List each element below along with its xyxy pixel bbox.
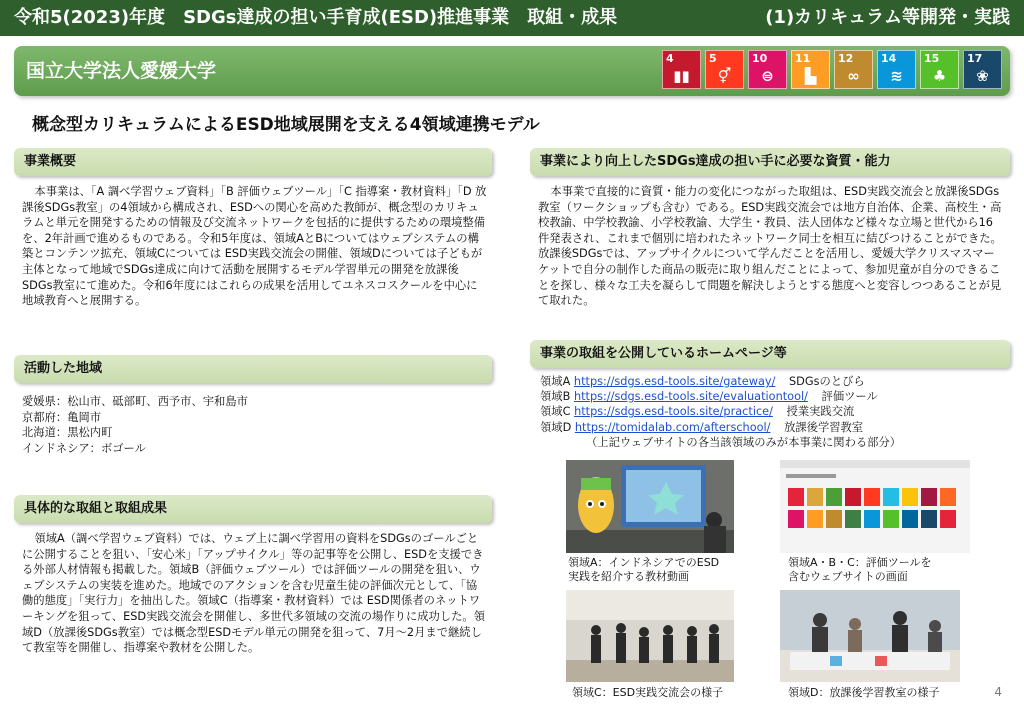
- website-sdg-tile: [826, 510, 842, 528]
- link-description: 放課後学習教室: [784, 420, 864, 434]
- area-label: 領域C: [540, 405, 571, 419]
- photo-caption: 領域C：ESD実践交流会の様子: [572, 686, 724, 699]
- sdg-icon-list: [662, 50, 1002, 89]
- caption-line: 含むウェブサイトの画面: [788, 570, 908, 583]
- homepage-link-list: [540, 374, 1002, 450]
- website-sdg-tile: [826, 488, 842, 506]
- homepage-link-row: [540, 389, 1002, 404]
- photo-caption: [568, 556, 738, 584]
- region-item: 北海道：黒松内町: [22, 426, 113, 440]
- photo-caption: 領域D：放課後学習教室の様子: [788, 686, 940, 699]
- website-sdg-tile: [788, 488, 804, 506]
- section-heading-overview: 事業概要: [14, 148, 492, 176]
- sdg-goal-15-icon: [920, 50, 959, 89]
- sdg-goal-number: 11: [795, 52, 811, 65]
- sdg-goal-number: 4: [666, 52, 674, 65]
- caption-line: 領域A：インドネシアでのESD: [568, 556, 720, 569]
- sdg-goal-5-icon: [705, 50, 744, 89]
- sdg-goal-glyph: ▮▮: [673, 67, 690, 85]
- sdg-goal-glyph: ⚥: [717, 67, 732, 85]
- website-sdg-tile: [807, 488, 823, 506]
- sdg-goal-12-icon: [834, 50, 873, 89]
- sdg-goal-17-icon: [963, 50, 1002, 89]
- photo-esd-exchange: [566, 590, 734, 682]
- homepage-note: （上記ウェブサイトの各当該領域のみが本事業に関わる部分）: [586, 435, 902, 449]
- region-item: インドネシア：ボゴール: [22, 441, 146, 455]
- area-label: 領域A: [540, 375, 571, 388]
- homepage-link-row: [540, 374, 1002, 389]
- homepage-link-row: [540, 404, 1002, 419]
- sdg-goal-number: 14: [881, 52, 897, 65]
- sdg-goal-10-icon: [748, 50, 787, 89]
- sdg-goal-glyph: ⊜: [761, 67, 774, 85]
- evaluationtool-link[interactable]: https://sdgs.esd-tools.site/evaluationtool/: [573, 390, 808, 404]
- sdg-goal-number: 10: [752, 52, 768, 65]
- sdg-goal-glyph: ∞: [847, 67, 860, 85]
- sdg-goal-number: 12: [838, 52, 854, 65]
- section-heading-region: 活動した地域: [14, 355, 492, 383]
- link-description: 授業実践交流: [786, 405, 855, 419]
- website-sdg-tile: [902, 510, 918, 528]
- website-sdg-tile: [902, 488, 918, 506]
- practice-link[interactable]: https://sdgs.esd-tools.site/practice/: [574, 405, 773, 419]
- page-number: 4: [994, 685, 1002, 699]
- area-label: 領域D: [540, 420, 572, 434]
- header-subtitle: (1)カリキュラム等開発・実践: [765, 7, 1010, 28]
- page-title: 概念型カリキュラムによるESD地域展開を支える4領域連携モデル: [32, 115, 540, 135]
- sdg-goal-glyph: ❀: [976, 67, 989, 85]
- website-sdg-tile: [807, 510, 823, 528]
- region-item: 京都府：亀岡市: [22, 410, 102, 424]
- area-label: 領域B: [540, 390, 571, 404]
- sdg-goal-number: 15: [924, 52, 940, 65]
- gateway-link[interactable]: https://sdgs.esd-tools.site/gateway/: [573, 375, 776, 388]
- sdg-goal-14-icon: [877, 50, 916, 89]
- website-sdg-tile: [921, 488, 937, 506]
- website-sdg-tile: [883, 510, 899, 528]
- region-list: [22, 394, 488, 456]
- caption-line: 領域A・B・C：評価ツールを: [788, 556, 932, 569]
- homepage-link-row: [540, 420, 1002, 435]
- link-description: 評価ツール: [821, 390, 878, 404]
- sdg-goal-glyph: ≋: [890, 67, 903, 85]
- photo-caption: [788, 556, 978, 584]
- section-heading-homepage: 事業の取組を公開しているホームページ等: [530, 340, 1010, 368]
- sdg-goal-4-icon: [662, 50, 701, 89]
- university-name: 国立大学法人愛媛大学: [26, 60, 217, 82]
- sdg-goal-glyph: ♣: [932, 67, 947, 85]
- region-item: 愛媛県：松山市、砥部町、西予市、宇和島市: [22, 395, 248, 408]
- university-band: [14, 46, 1010, 96]
- sdg-goal-number: 17: [967, 52, 983, 65]
- website-sdg-tile: [864, 488, 880, 506]
- website-sdg-tile: [921, 510, 937, 528]
- photo-indonesia-video: [566, 460, 734, 553]
- website-sdg-tile: [845, 488, 861, 506]
- website-sdg-tile: [845, 510, 861, 528]
- photo-afterschool-class: [780, 590, 960, 682]
- sdg-goal-11-icon: [791, 50, 830, 89]
- sdg-goal-glyph: ▙: [804, 67, 817, 85]
- caption-line: 実践を紹介する教材動画: [568, 570, 689, 583]
- website-sdg-tile: [940, 510, 956, 528]
- results-paragraph: 領域A（調べ学習ウェブ資料）では、ウェブ上に調べ学習用の資料をSDGsのゴールごとに公開することを狙い、「安心米」「アップサイクル」等の記事等を公開し、ESDを支援できる外部人材情報も掲載した。領域B（評価ウェブツール）では評価ツールの開発を狙い、ウェブシステムの実装を進めた。地域でのアクションを含む児童生徒の評価次元として、「協働的態度」「実行力」を抽出した。領域C（指導案・教材資料）では ESD関係者のネットワーキングを狙って、ESD実践交流会を開催し、多世代多領域の交流の場作りに成功した。領域D（放課後SDGs教室）では概念型ESDモデル単元の開発を狙って、7月～2月まで継続して教室等を開催し、指導案や教材を公開した。: [22, 532, 486, 655]
- afterschool-link[interactable]: https://tomidalab.com/afterschool/: [574, 420, 771, 434]
- website-sdg-tile: [864, 510, 880, 528]
- link-description: SDGsのとびら: [789, 375, 865, 388]
- photo-website-screen: [780, 460, 970, 553]
- overview-paragraph: 本事業は、「A 調べ学習ウェブ資料」「B 評価ウェブツール」「C 指導案・教材資料」「D 放課後SDGs教室」の4領域から構成され、ESDへの関心を高めた教師が、概念型のカリキュラムと単元を開発するための情報及び交流ネットワークを包括的に提供するための環境整備を、2年計画で進めるものである。令和5年度は、領域AとBについてはウェブシステムの構築とコンテンツ拡充、領域Cについては ESD実践交流会の開催、領域Dについては子どもが主体となって地域でSDGs達成に向けて活動を展開するモデル学習単元の開発を放課後SDGs教室にて進めた。令和6年度にはこれらの成果を活用してユネスコスクールを中心に地域教育へと展開する。: [22, 185, 487, 308]
- section-heading-results: 具体的な取組と取組成果: [14, 495, 492, 523]
- website-sdg-tile: [940, 488, 956, 506]
- website-sdg-tile: [883, 488, 899, 506]
- sdg-goal-number: 5: [709, 52, 717, 65]
- section-heading-qualities: 事業により向上したSDGs達成の担い手に必要な資質・能力: [530, 148, 1010, 176]
- header-title: 令和5(2023)年度 SDGs達成の担い手育成(ESD)推進事業 取組・成果: [14, 7, 618, 28]
- header-bar: [0, 0, 1024, 36]
- website-sdg-tile: [788, 510, 804, 528]
- qualities-paragraph: 本事業で直接的に資質・能力の変化につながった取組は、ESD実践交流会と放課後SDGs教室（ワークショップも含む）である。ESD実践交流会では地方自治体、企業、高校生・高校教諭、中学校教諭、小学校教諭、大学生・教員、法人団体など様々な立場と世代から16件発表され、これまで個別に培われたネットワーク同士を相互に結びつけることができた。放課後SDGsでは、アップサイクルについて学んだことを活用し、愛媛大学クリスマスマーケットで自分の制作した商品の販売に取り組んだことによって、参加児童が自分のできることを探し、様々な工夫を凝らして問題を解決しようとする態度へと変容しつつあることが見て取れた。: [538, 185, 1002, 308]
